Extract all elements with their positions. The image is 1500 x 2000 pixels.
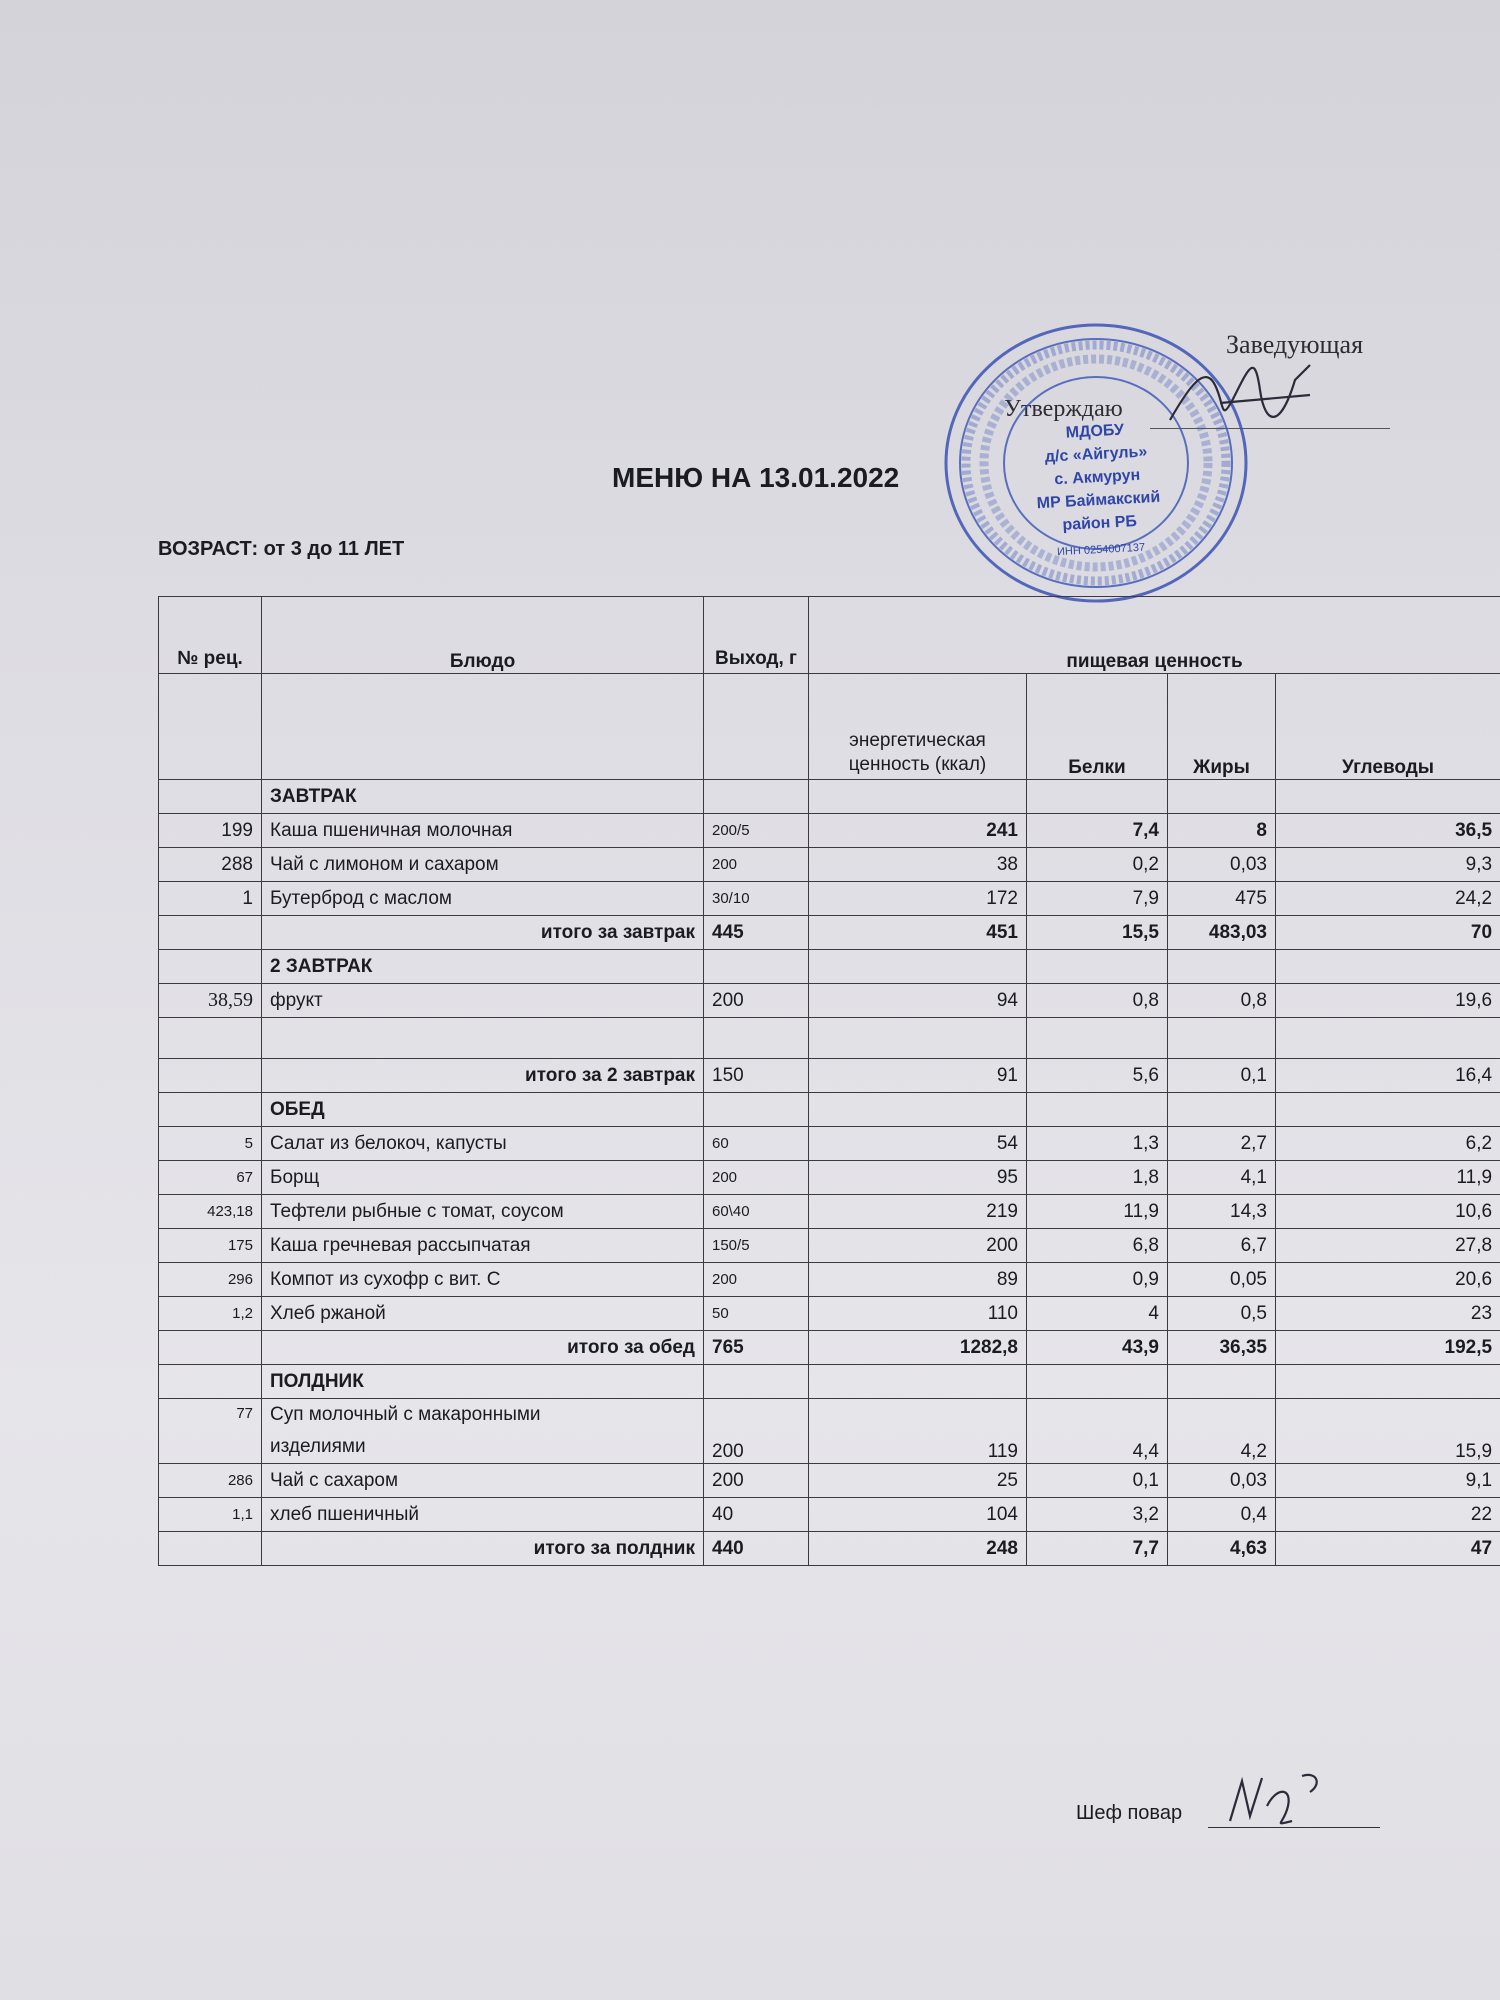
output: 60 (704, 1127, 809, 1161)
table-row (159, 814, 1500, 848)
age-label: ВОЗРАСТ: от 3 до 11 ЛЕТ (158, 538, 405, 560)
chef-label: Шеф повар (1076, 1802, 1183, 1824)
fat: 0,03 (1168, 848, 1276, 882)
carbs: 6,2 (1276, 1127, 1500, 1161)
total-protein: 7,7 (1027, 1532, 1168, 1566)
fat: 0,5 (1168, 1297, 1276, 1331)
total-protein: 43,9 (1027, 1331, 1168, 1365)
output: 40 (704, 1498, 809, 1532)
total-energy: 1282,8 (809, 1331, 1027, 1365)
section-name: 2 ЗАВТРАК (262, 950, 704, 984)
header-num: № рец. (159, 597, 262, 674)
energy: 119 (809, 1399, 1027, 1464)
recipe-num: 1,1 (159, 1498, 262, 1532)
table-row (159, 1195, 1500, 1229)
fat: 475 (1168, 882, 1276, 916)
stamp-line: д/с «Айгуль» (1044, 443, 1148, 466)
chef-signature (1222, 1766, 1342, 1836)
dish-name: Борщ (262, 1161, 704, 1195)
table-row (159, 984, 1500, 1018)
carbs: 10,6 (1276, 1195, 1500, 1229)
section-name: ЗАВТРАК (262, 780, 704, 814)
recipe-num: 175 (159, 1229, 262, 1263)
total-energy: 248 (809, 1532, 1027, 1566)
fat: 0,03 (1168, 1464, 1276, 1498)
stamp-line: МДОБУ (1065, 421, 1125, 442)
carbs: 15,9 (1276, 1399, 1500, 1464)
output: 200 (704, 1161, 809, 1195)
section-row (159, 1093, 1500, 1127)
energy: 38 (809, 848, 1027, 882)
total-row (159, 1532, 1500, 1566)
output: 30/10 (704, 882, 809, 916)
carbs: 24,2 (1276, 882, 1500, 916)
total-output: 445 (704, 916, 809, 950)
table-header-row-1 (159, 597, 1500, 674)
section-name: ПОЛДНИК (262, 1365, 704, 1399)
protein: 0,2 (1027, 848, 1168, 882)
total-label: итого за завтрак (262, 916, 704, 950)
header-energy: энергетическая ценность (ккал) (809, 674, 1027, 780)
total-carbs: 70 (1276, 916, 1500, 950)
table-row (159, 1161, 1500, 1195)
dish-name: Каша пшеничная молочная (262, 814, 704, 848)
dish-name: Бутерброд с маслом (262, 882, 704, 916)
protein: 4,4 (1027, 1399, 1168, 1464)
carbs: 23 (1276, 1297, 1500, 1331)
stamp-line: район РБ (1062, 513, 1138, 534)
header-output: Выход, г (704, 597, 809, 674)
table-row (159, 1297, 1500, 1331)
dish-name: Тефтели рыбные с томат, соусом (262, 1195, 704, 1229)
energy: 200 (809, 1229, 1027, 1263)
dish-name (262, 1399, 704, 1464)
approval-approved: Утверждаю (1004, 396, 1123, 422)
table-row (159, 1229, 1500, 1263)
stamp-line: с. Акмурун (1054, 466, 1141, 489)
total-energy: 451 (809, 916, 1027, 950)
fat: 4,1 (1168, 1161, 1276, 1195)
carbs: 19,6 (1276, 984, 1500, 1018)
recipe-num: 77 (159, 1399, 262, 1464)
energy: 25 (809, 1464, 1027, 1498)
recipe-num: 67 (159, 1161, 262, 1195)
fat: 14,3 (1168, 1195, 1276, 1229)
section-row (159, 1365, 1500, 1399)
header-dish: Блюдо (262, 597, 704, 674)
total-protein: 5,6 (1027, 1059, 1168, 1093)
carbs: 20,6 (1276, 1263, 1500, 1297)
empty-row (159, 1018, 1500, 1059)
output: 200/5 (704, 814, 809, 848)
fat: 0,05 (1168, 1263, 1276, 1297)
dish-name: Салат из белокоч, капусты (262, 1127, 704, 1161)
output: 200 (704, 1263, 809, 1297)
header-carbs: Углеводы (1276, 674, 1500, 780)
fat: 2,7 (1168, 1127, 1276, 1161)
header-fat: Жиры (1168, 674, 1276, 780)
energy: 54 (809, 1127, 1027, 1161)
total-carbs: 16,4 (1276, 1059, 1500, 1093)
energy: 94 (809, 984, 1027, 1018)
protein: 0,9 (1027, 1263, 1168, 1297)
table-row (159, 1127, 1500, 1161)
dish-name: Хлеб ржаной (262, 1297, 704, 1331)
total-fat: 4,63 (1168, 1532, 1276, 1566)
energy: 89 (809, 1263, 1027, 1297)
dish-name: Чай с сахаром (262, 1464, 704, 1498)
protein: 0,1 (1027, 1464, 1168, 1498)
output: 60\40 (704, 1195, 809, 1229)
total-label: итого за 2 завтрак (262, 1059, 704, 1093)
page-title: МЕНЮ НА 13.01.2022 (612, 462, 900, 493)
dish-name: Каша гречневая рассыпчатая (262, 1229, 704, 1263)
output: 200 (704, 984, 809, 1018)
protein: 1,3 (1027, 1127, 1168, 1161)
protein: 7,9 (1027, 882, 1168, 916)
table-row (159, 1464, 1500, 1498)
total-label: итого за обед (262, 1331, 704, 1365)
protein: 3,2 (1027, 1498, 1168, 1532)
dish-name-line: Суп молочный с макаронными (270, 1404, 541, 1425)
recipe-num: 1,2 (159, 1297, 262, 1331)
fat: 4,2 (1168, 1399, 1276, 1464)
total-carbs: 192,5 (1276, 1331, 1500, 1365)
stamp-inn: ИНН 0254007137 (1056, 541, 1146, 559)
energy: 104 (809, 1498, 1027, 1532)
dish-name: Компот из сухофр с вит. С (262, 1263, 704, 1297)
recipe-num: 423,18 (159, 1195, 262, 1229)
header-nutrition: пищевая ценность (809, 597, 1500, 674)
table-row (159, 848, 1500, 882)
director-signature (1160, 345, 1340, 445)
protein: 11,9 (1027, 1195, 1168, 1229)
total-energy: 91 (809, 1059, 1027, 1093)
total-output: 765 (704, 1331, 809, 1365)
energy: 241 (809, 814, 1027, 848)
carbs: 36,5 (1276, 814, 1500, 848)
recipe-num: 1 (159, 882, 262, 916)
table-row (159, 1263, 1500, 1297)
dish-name-line: изделиями (270, 1436, 366, 1457)
header-protein: Белки (1027, 674, 1168, 780)
carbs: 9,1 (1276, 1464, 1500, 1498)
protein: 7,4 (1027, 814, 1168, 848)
recipe-num: 5 (159, 1127, 262, 1161)
section-row (159, 780, 1500, 814)
section-name: ОБЕД (262, 1093, 704, 1127)
total-output: 150 (704, 1059, 809, 1093)
carbs: 9,3 (1276, 848, 1500, 882)
section-row (159, 950, 1500, 984)
output: 200 (704, 1399, 809, 1464)
table-row (159, 1498, 1500, 1532)
carbs: 27,8 (1276, 1229, 1500, 1263)
fat: 8 (1168, 814, 1276, 848)
fat: 0,4 (1168, 1498, 1276, 1532)
carbs: 11,9 (1276, 1161, 1500, 1195)
total-fat: 483,03 (1168, 916, 1276, 950)
energy: 172 (809, 882, 1027, 916)
total-fat: 36,35 (1168, 1331, 1276, 1365)
table-row (159, 1399, 1500, 1464)
total-output: 440 (704, 1532, 809, 1566)
total-row (159, 1059, 1500, 1093)
menu-table (158, 596, 1500, 1566)
protein: 4 (1027, 1297, 1168, 1331)
total-label: итого за полдник (262, 1532, 704, 1566)
protein: 0,8 (1027, 984, 1168, 1018)
protein: 1,8 (1027, 1161, 1168, 1195)
energy: 95 (809, 1161, 1027, 1195)
recipe-num: 288 (159, 848, 262, 882)
table-header-row-2 (159, 674, 1500, 780)
total-protein: 15,5 (1027, 916, 1168, 950)
protein: 6,8 (1027, 1229, 1168, 1263)
total-carbs: 47 (1276, 1532, 1500, 1566)
dish-name: хлеб пшеничный (262, 1498, 704, 1532)
recipe-num: 38,59 (159, 984, 262, 1018)
fat: 0,8 (1168, 984, 1276, 1018)
output: 200 (704, 1464, 809, 1498)
dish-name: фрукт (262, 984, 704, 1018)
output: 150/5 (704, 1229, 809, 1263)
energy: 110 (809, 1297, 1027, 1331)
total-fat: 0,1 (1168, 1059, 1276, 1093)
total-row (159, 1331, 1500, 1365)
output: 200 (704, 848, 809, 882)
energy: 219 (809, 1195, 1027, 1229)
carbs: 22 (1276, 1498, 1500, 1532)
table-row (159, 882, 1500, 916)
fat: 6,7 (1168, 1229, 1276, 1263)
output: 50 (704, 1297, 809, 1331)
total-row (159, 916, 1500, 950)
approval-title: Заведующая (1226, 330, 1364, 359)
recipe-num: 286 (159, 1464, 262, 1498)
recipe-num: 199 (159, 814, 262, 848)
stamp-line: МР Баймакский (1036, 488, 1161, 513)
recipe-num: 296 (159, 1263, 262, 1297)
dish-name: Чай с лимоном и сахаром (262, 848, 704, 882)
